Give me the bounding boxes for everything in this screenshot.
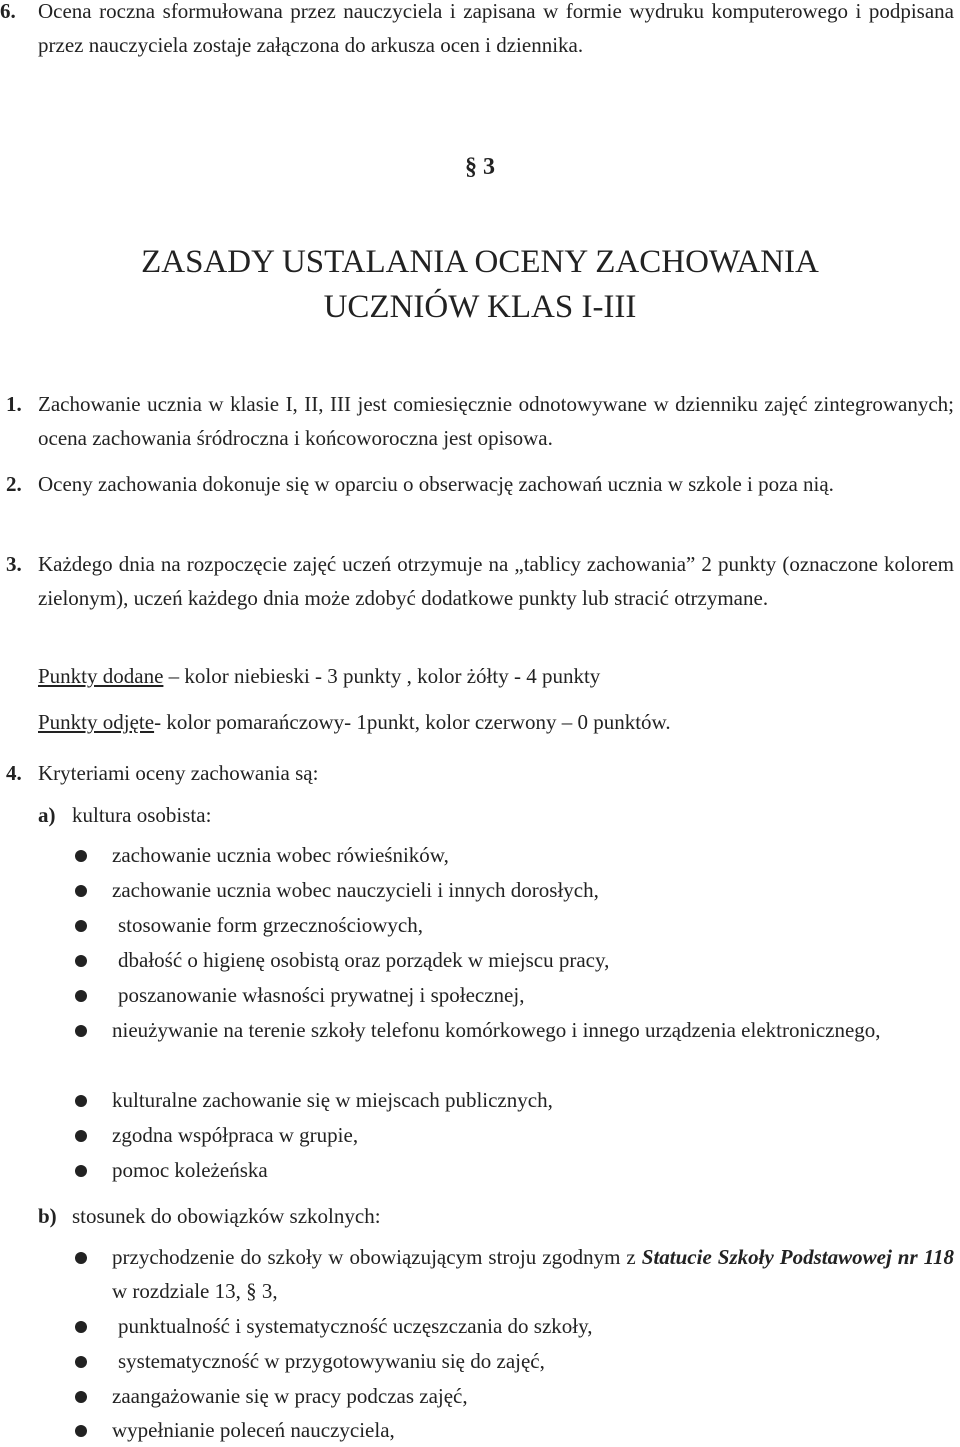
heading-line-2: UCZNIÓW KLAS I-III	[323, 289, 637, 325]
item-number: 6.	[0, 0, 16, 23]
bullet-icon	[75, 850, 87, 862]
item-number: 3.	[6, 552, 22, 576]
group-title: stosunek do obowiązków szkolnych:	[72, 1204, 381, 1228]
item-number: 1.	[6, 392, 22, 416]
bullet-icon	[75, 1356, 87, 1368]
list-item: punktualność i systematyczność uczęszczania do szkoły,	[118, 1314, 593, 1338]
item-number: 4.	[6, 761, 22, 785]
bullet-icon	[75, 990, 87, 1002]
bullet-icon	[75, 885, 87, 897]
bullet-icon	[75, 1130, 87, 1142]
group-letter: b)	[38, 1204, 57, 1228]
list-item: wypełnianie poleceń nauczyciela,	[112, 1418, 395, 1442]
bullet-icon	[75, 1252, 87, 1264]
bullet-icon	[75, 1165, 87, 1177]
list-item: zgodna współpraca w grupie,	[112, 1123, 359, 1147]
item-text: Zachowanie ucznia w klasie I, II, III jest comiesięcznie odnotowywane w dzienniku zajęć zintegrowanych; ocena zachowania śródroczna i końcoworoczna jest opisowa.	[38, 392, 954, 450]
bullet-icon	[75, 920, 87, 932]
item-text: Każdego dnia na rozpoczęcie zajęć uczeń otrzymuje na „tablicy zachowania” 2 punkty (oznaczone kolorem zielonym), uczeń każdego dnia może zdobyć dodatkowe punkty lub stracić otrzymane.	[38, 552, 954, 610]
bullet-icon	[75, 1095, 87, 1107]
bullet-icon	[75, 955, 87, 967]
section-number: § 3	[465, 154, 495, 180]
item-text: Oceny zachowania dokonuje się w oparciu o obserwację zachowań ucznia w szkole i poza nią.	[38, 472, 834, 496]
group-letter: a)	[38, 803, 56, 827]
heading-line-1: ZASADY USTALANIA OCENY ZACHOWANIA	[141, 244, 819, 280]
list-item: stosowanie form grzecznościowych,	[118, 913, 423, 937]
list-item: nieużywanie na terenie szkoły telefonu komórkowego i innego urządzenia elektronicznego,	[112, 1018, 881, 1042]
list-item: systematyczność w przygotowywaniu się do zajęć,	[118, 1349, 545, 1373]
statute-reference: Statucie Szkoły Podstawowej nr 118	[641, 1245, 955, 1269]
bullet-icon	[75, 1321, 87, 1333]
list-item: poszanowanie własności prywatnej i społecznej,	[118, 983, 525, 1007]
points-added-text: – kolor niebieski - 3 punkty , kolor żółty - 4 punkty	[168, 664, 601, 688]
item-text: Kryteriami oceny zachowania są:	[38, 761, 319, 785]
list-item: dbałość o higienę osobistą oraz porządek w miejscu pracy,	[118, 948, 610, 972]
list-item: przychodzenie do szkoły w obowiązującym stroju zgodnym z Statucie Szkoły Podstawowej nr 118 w rozdziale 13, § 3,	[112, 1245, 955, 1303]
list-item: zaangażowanie się w pracy podczas zajęć,	[112, 1384, 468, 1408]
bullet-icon	[75, 1025, 87, 1037]
bullet-icon	[75, 1391, 87, 1403]
group-title: kultura osobista:	[72, 803, 212, 827]
list-item: zachowanie ucznia wobec nauczycieli i innych dorosłych,	[112, 878, 599, 902]
item-number: 2.	[6, 472, 22, 496]
bullet-icon	[75, 1425, 87, 1437]
list-item: zachowanie ucznia wobec rówieśników,	[112, 843, 449, 867]
list-item: kulturalne zachowanie się w miejscach publicznych,	[112, 1088, 553, 1112]
points-added-label: Punkty dodane	[38, 664, 164, 688]
points-removed-text: - kolor pomarańczowy- 1punkt, kolor czerwony – 0 punktów.	[154, 710, 671, 734]
list-item: pomoc koleżeńska	[112, 1158, 268, 1182]
item-text: Ocena roczna sformułowana przez nauczyciela i zapisana w formie wydruku komputerowego i podpisana przez nauczyciela zostaje załączona do arkusza ocen i dziennika.	[38, 0, 954, 57]
points-removed-label: Punkty odjęte	[38, 710, 155, 734]
